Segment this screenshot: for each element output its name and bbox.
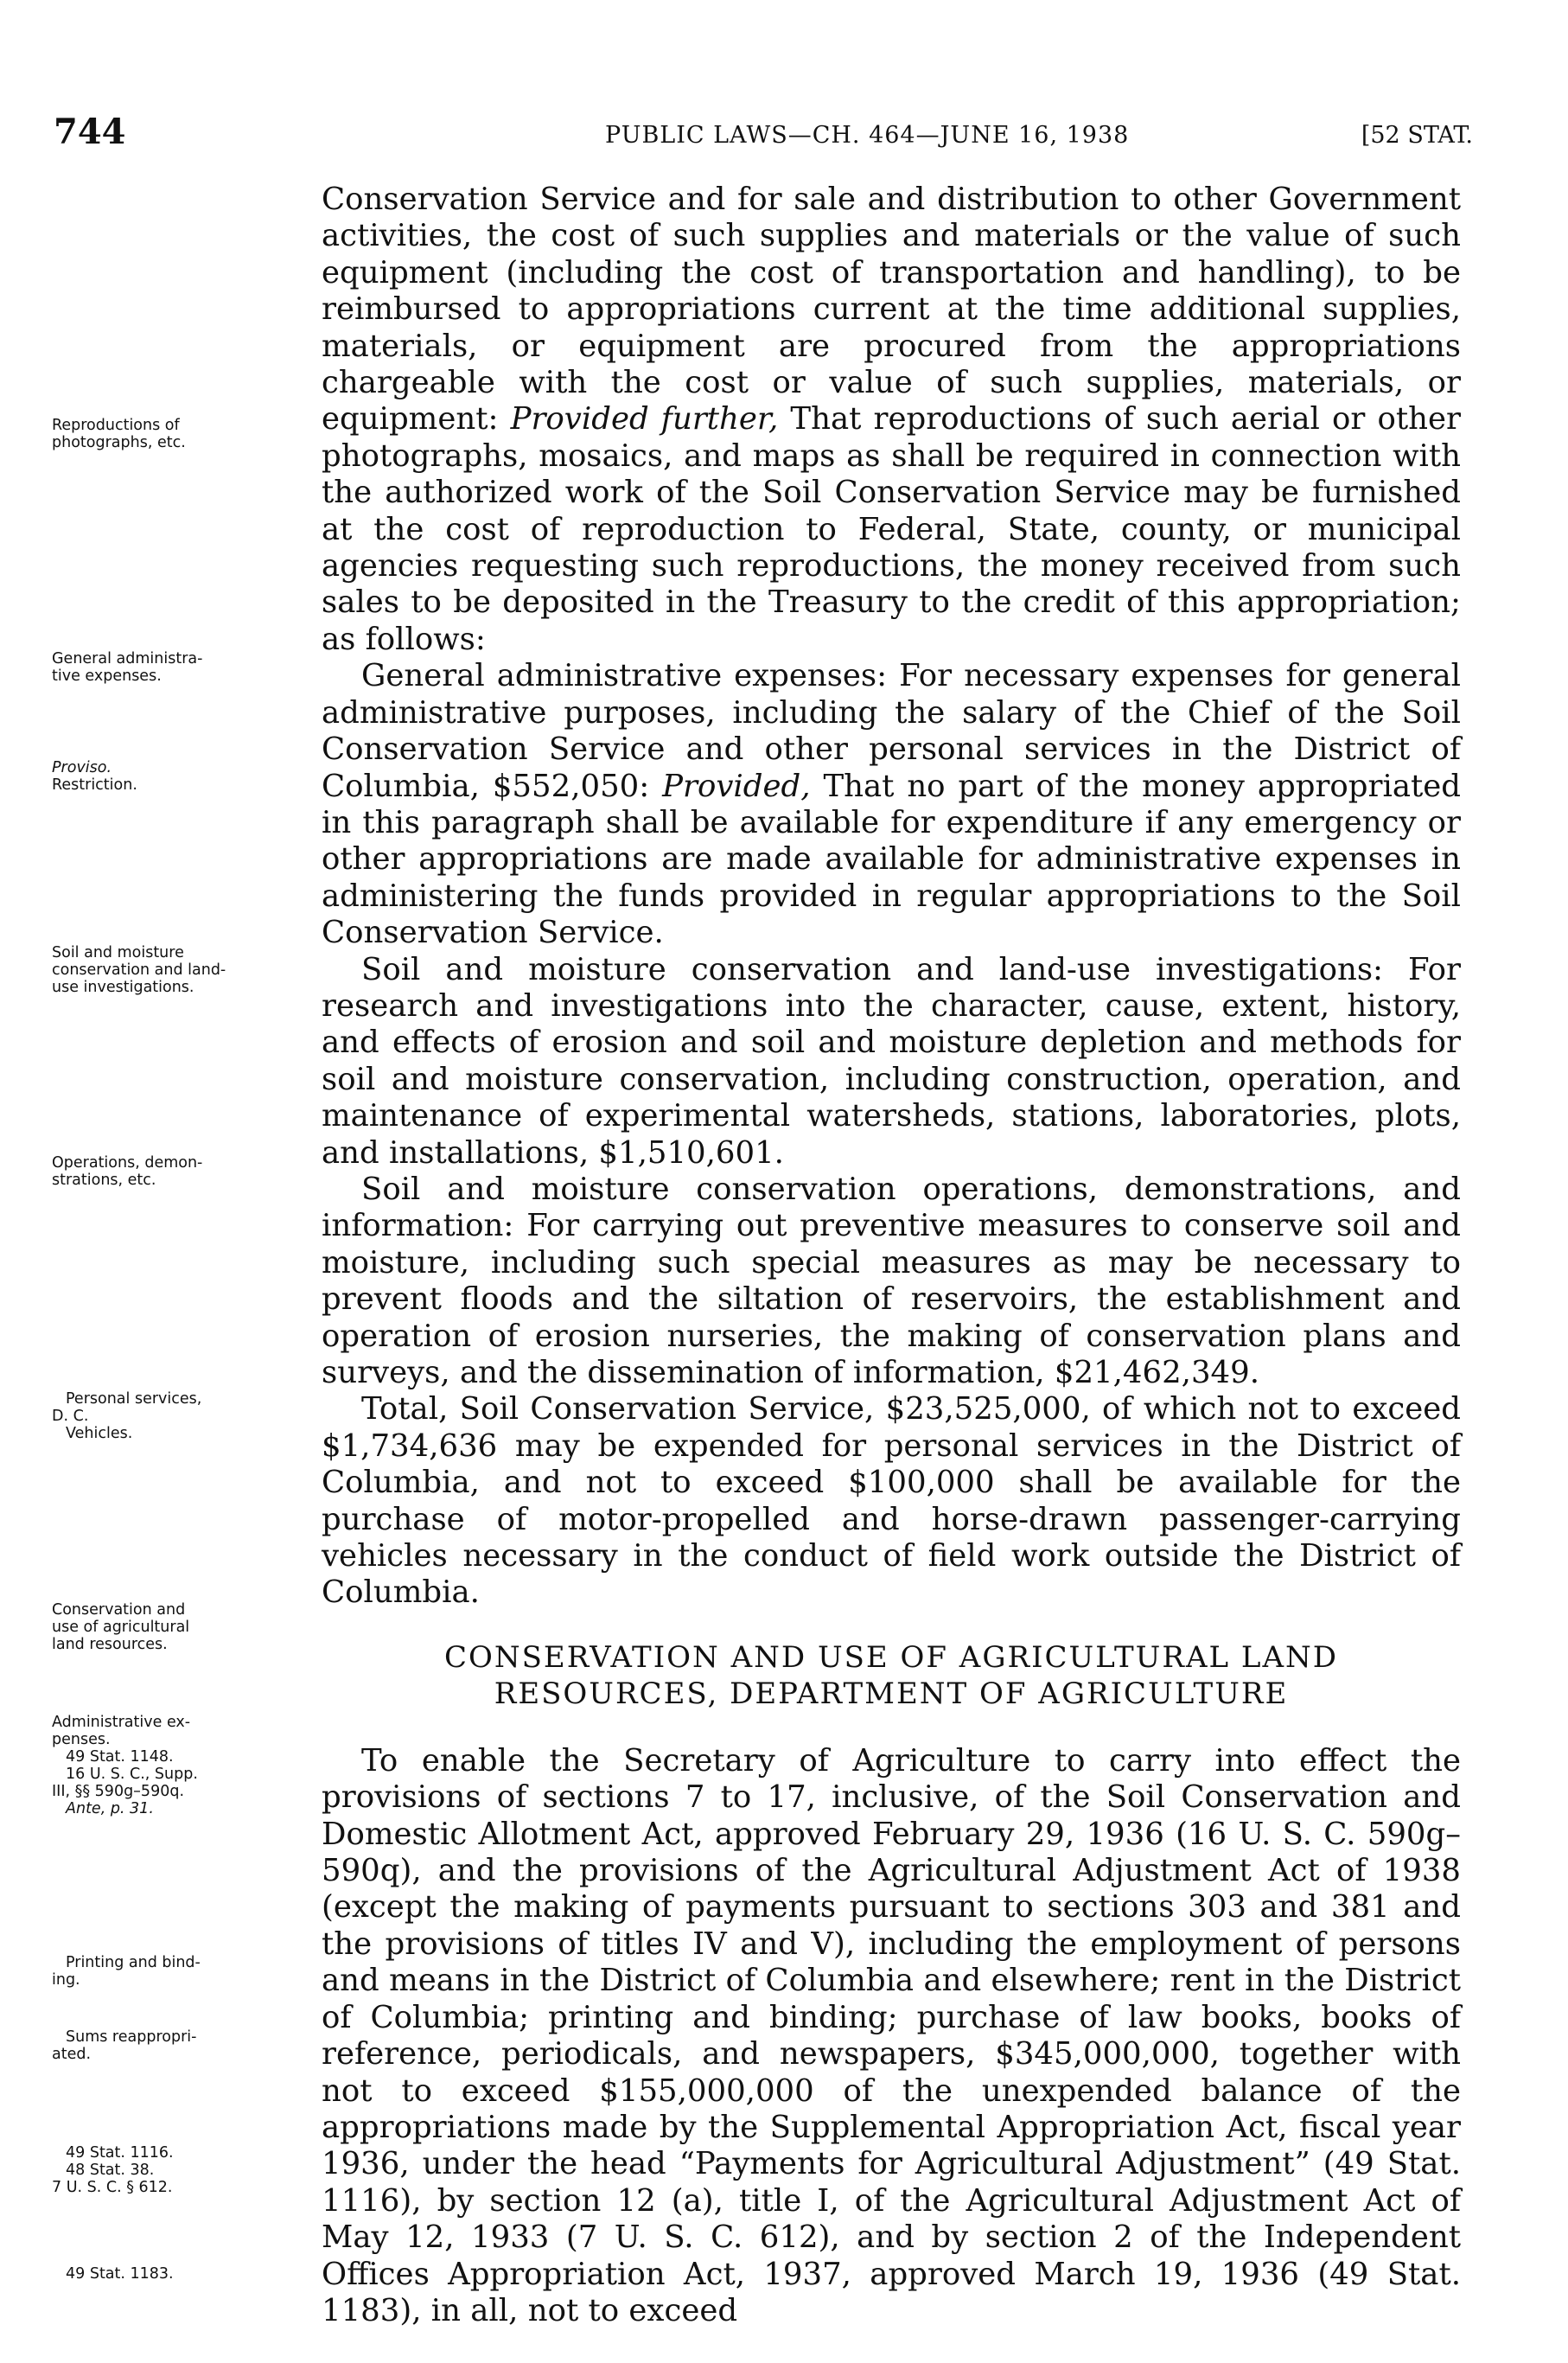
margin-note-operations: Operations, demon- strations, etc. (52, 1154, 203, 1189)
page-number: 744 (54, 112, 126, 152)
margin-note-soil-moisture: Soil and moisture conservation and land- use investigations. (52, 944, 226, 996)
margin-note-personal: Personal services, D. C. Vehicles. (52, 1390, 202, 1442)
main-text (322, 182, 1461, 2329)
section-heading: CONSERVATION AND USE OF AGRICULTURAL LAND RESOURCES, DEPARTMENT OF AGRICULTURE (443, 1639, 1339, 1711)
paragraph-general-admin: General administrative expenses: For necessary expenses for general administrative purposes, including the salary of the Chief of the Soil Conservation Service and other personal services in the District of Columbia, $552,050: Provided, That no part of the money appropriated in this paragraph shall be available for expenditure if any emergency or other appropriations are made available for administrative expenses in administering the funds provided in regular appropriations to the Soil Conservation Service. (322, 658, 1462, 951)
paragraph-supplies: Conservation Service and for sale and distribution to other Government activities, the cost of such supplies and materials or the value of such equipment (including the cost of transportation and handling), to be reimbursed to appropriations current at the time additional supplies, materials, or equipment are procured from the appropriations chargeable with the cost or value of such supplies, materials, or equipment: Provided further, That reproductions of such aerial or other photographs, mosaics, and maps as shall be required in connection with the authorized work of the Soil Conservation Service may be furnished at the cost of reproduction to Federal, State, county, or municipal agencies requesting such reproductions, the money received from such sales to be deposited in the Treasury to the credit of this appropriation; as follows: (322, 182, 1461, 657)
margin-note-printing: Printing and bind- ing. (52, 1954, 201, 1989)
paragraph-operations: Soil and moisture conservation operations, demonstrations, and information: For carrying out preventive measures to conserve soil and moisture, including such special measures as may be necessary to prevent floods and the siltation of reservoirs, the establishment and operation of erosion nurseries, the making of conservation plans and surveys, and the dissemination of information, $21,462,349. (322, 1171, 1461, 1390)
margin-note-citations: 49 Stat. 1116. 48 Stat. 38. 7 U. S. C. § 612. (52, 2144, 174, 2196)
margin-note-general-admin: General administra- tive expenses. (52, 650, 203, 685)
paragraph-soil-moisture: Soil and moisture conservation and land-use investigations: For research and investigations into the character, cause, extent, history, and effects of erosion and soil and moisture depletion and methods for soil and moisture conservation, including construction, operation, and maintenance of experimental watersheds, stations, laboratories, plots, and installations, $1,510,601. (322, 951, 1461, 1171)
margin-note-administrative: Administrative ex- penses. 49 Stat. 1148. 16 U. S. C., Supp. III, §§ 590g–590q. Ante, p. 31. (52, 1714, 198, 1817)
margin-note-citation-1183: 49 Stat. 1183. (66, 2265, 174, 2283)
margin-note-sums: Sums reappropri- ated. (52, 2028, 197, 2063)
paragraph-total: Total, Soil Conservation Service, $23,525,000, of which not to exceed $1,734,636 may be expended for personal services in the District of Columbia, and not to exceed $100,000 shall be available for the purchase of motor-propelled and horse-drawn passenger-carrying vehicles necessary in the conduct of field work outside the District of Columbia. (322, 1391, 1461, 1611)
paragraph-enable: To enable the Secretary of Agriculture to carry into effect the provisions of sections 7 to 17, inclusive, of the Soil Conservation and Domestic Allotment Act, approved February 29, 1936 (16 U. S. C. 590g–590q), and the provisions of the Agricultural Adjustment Act of 1938 (except the making of payments pursuant to sections 303 and 381 and the provisions of titles IV and V), including the employment of persons and means in the District of Columbia and elsewhere; rent in the District of Columbia; printing and binding; purchase of law books, books of reference, periodicals, and newspapers, $345,000,000, together with not to exceed $155,000,000 of the unexpended balance of the appropriations made by the Supplemental Appropriation Act, fiscal year 1936, under the head “Payments for Agricultural Adjustment” (49 Stat. 1116), by section 12 (a), title I, of the Agricultural Adjustment Act of May 12, 1933 (7 U. S. C. 612), and by section 2 of the Independent Offices Appropriation Act, 1937, approved March 19, 1936 (49 Stat. 1183), in all, not to exceed (322, 1742, 1461, 2328)
margin-note-reproductions: Reproductions of photographs, etc. (52, 417, 186, 451)
margin-note-proviso: Proviso. Restriction. (52, 759, 137, 794)
margin-note-conservation: Conservation and use of agricultural land resources. (52, 1601, 190, 1653)
running-title: PUBLIC LAWS—CH. 464—JUNE 16, 1938 (605, 122, 1130, 149)
volume-reference: [52 STAT. (1361, 122, 1473, 149)
running-header (0, 111, 1568, 154)
